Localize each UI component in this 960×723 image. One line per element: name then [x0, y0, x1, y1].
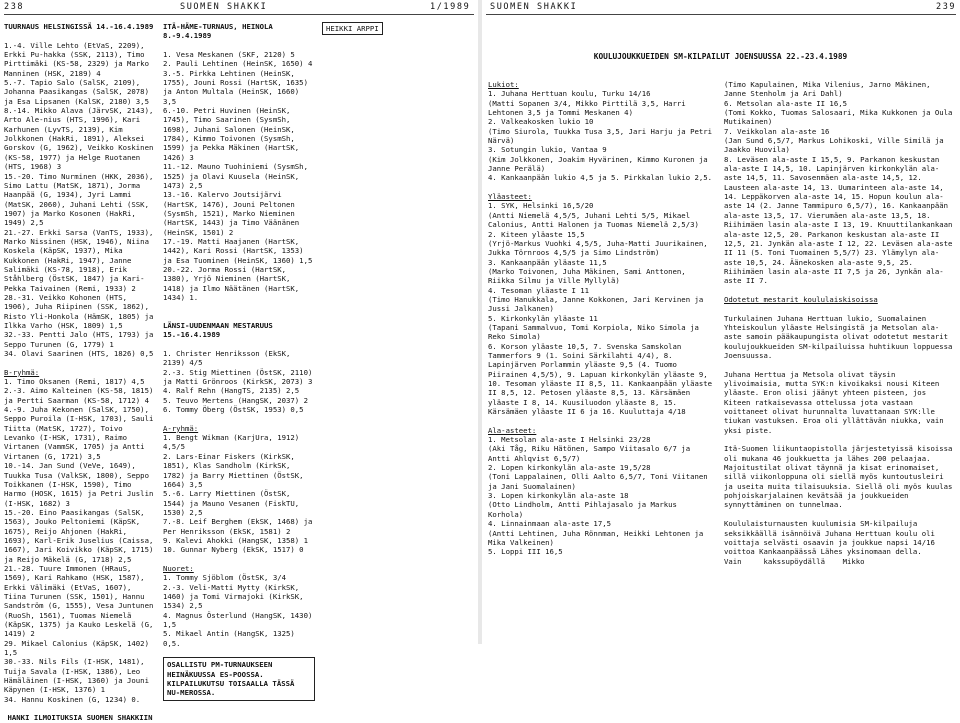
text-paragraph: [724, 304, 954, 313]
text-paragraph: 2. Valkeakosken lukio 10: [488, 117, 594, 127]
text-paragraph: 34. Hannu Koskinen (G, 1234) 0.: [4, 694, 141, 704]
text-paragraph: 1. Bengt Wikman (KarjUra, 1912) 4,5/5: [163, 433, 304, 452]
text-paragraph: 1. Metsolan ala-aste I Helsinki 23/28: [488, 435, 651, 445]
text-paragraph: [163, 312, 315, 321]
text-paragraph: 2. Lopen kirkonkylän ala-aste 19,5/28: [488, 463, 651, 473]
text-paragraph: 5. Mikael Antin (HangSK, 1325) 0,5.: [163, 629, 300, 648]
column-2: [163, 22, 315, 701]
text-paragraph: 30.-33. Nils Fils (I-HSK, 1481), Tuija Savala (I-HSK, 1386), Leo Hämäläinen (I-HSK, 1360) ja Jouni Käpynen (I-HSK, 1376) 1: [4, 657, 154, 695]
text-paragraph: 4. Ralf Rehn (HangTS, 2135) 2,5: [163, 386, 300, 396]
text-paragraph: 1. Vesa Meskanen (SKF, 2120) 5: [163, 50, 295, 60]
text-paragraph: [163, 340, 315, 349]
text-paragraph: 29. Mikael Calonius (KäpSK, 1402) 1,5: [4, 638, 154, 658]
text-paragraph: 17.-19. Matti Haajanen (HartSK, 1442), Kari Rossi (HartSK, 1353) ja Esa Tuominen (HeinSK, 1360) 1,5: [163, 236, 313, 265]
text-paragraph: [724, 435, 954, 444]
text-paragraph: [4, 358, 156, 367]
section-name-left: SUOMEN SHAKKI: [180, 2, 268, 12]
text-paragraph: 1. Timo Oksanen (Remi, 1817) 4,5: [4, 377, 145, 387]
text-paragraph: 21.-27. Erkki Sarsa (VanTS, 1933), Marko Nissinen (HSK, 1946), Niina Koskela (KäpSK, 1937), Mika Kukkonen (HakRi, 1947), Janne Salimäki (KS-78, 1918), Erik Ståhlberg (ÖstSK, 1847) ja Kari-Pekka Taivainen (Remi, 1933) 2: [4, 227, 158, 293]
left-page: [0, 0, 478, 723]
page-number-left: 238: [4, 2, 25, 12]
text-paragraph: 1. Tommy Sjöblom (ÖstSK, 3/4: [163, 573, 287, 583]
column-5: [724, 80, 957, 566]
text-paragraph: 9. Kalevi Ahokki (HangSK, 1358) 1: [163, 535, 308, 545]
text-paragraph: 7.-8. Leif Berghem (EkSK, 1468) ja Per Henriksson (EkSK, 1581) 2: [163, 517, 317, 536]
text-paragraph: ITÄ-HÄME-TURNAUS, HEINOLA 8.-9.4.1989: [163, 22, 278, 41]
text-paragraph: Lukiot:: [488, 80, 519, 89]
text-paragraph: Koululaisturnausten kuulumisia SM-kilpailuja seksikkäällä isännöivä Juhana Herttuan koulu oli voittaja selvästi osaavin ja joukkue napsi 14/16 voittoa Kankaanpäässä Lähes yksinomaan della. Vain kakssupöydällä Mikko: [724, 519, 940, 566]
text-paragraph: 5.-6. Larry Miettinen (ÖstSK, 1544) ja Mauno Vesanen (FiskTU, 1530) 2,5: [163, 489, 304, 517]
text-paragraph: Juhana Herttua ja Metsola olivat täysin ylivoimaisia, mutta SYK:n kivoikaksi nousi Kiteen yläaste. Eron olisi jäänyt yhteen pisteen, jos Kiteen ratkaisevassa ottelussa jota vastaan voittaneet olivat hurunnalta luvattanaan SYK:lle tiukan vastuksen. Eroa oli yllättävän niukka, vain yksi piste.: [724, 369, 949, 435]
text-paragraph: 4. Kankaanpään lukio 4,5 ja 5. Pirkkalan lukio 2,5.: [488, 173, 713, 183]
text-paragraph: (Tomi Kokko, Tuomas Salosaari, Mika Kukkonen ja Oula Mutikainen): [724, 108, 957, 127]
text-paragraph: LÄNSI-UUDENMAAN MESTARUUS 15.-16.4.1989: [163, 321, 278, 340]
text-paragraph: 3. Sotungin lukio, Vantaa 9: [488, 145, 607, 155]
text-paragraph: 4. Magnus Österlund (HangSK, 1430) 1,5: [163, 610, 317, 629]
text-paragraph: 3. Lopen kirkonkylän ala-aste 18: [488, 491, 629, 501]
text-paragraph: (Marko Toivonen, Juha Mäkinen, Sami Anttonen, Riikka Silmu ja Ville Myllylä): [488, 266, 691, 286]
text-paragraph: [4, 704, 156, 713]
text-paragraph: 3. Kankaanpään yläaste 11,5: [488, 257, 607, 267]
article-title: KOULUJOUKKUEIDEN SM-KILPAILUT JOENSUUSSA 22.-23.4.1989: [593, 52, 848, 61]
text-paragraph: 5. Teuvo Mertens (HangSK, 2037) 2: [163, 395, 308, 405]
text-paragraph: HANKI ILMOITUKSIA SUOMEN SHAKKIIN: [7, 713, 153, 723]
text-paragraph: [488, 183, 716, 192]
text-paragraph: 2. Pauli Lehtinen (HeinSK, 1650) 4: [163, 59, 313, 69]
text-paragraph: 5.-7. Tapio Salo (SalSK, 2109), Johanna Paasikangas (SalSK, 2078) ja Esa Lipsanen (KalSK, 2180) 3,5: [4, 78, 154, 106]
text-paragraph: Turkulainen Juhana Herttuan lukio, Suomalainen Yhteiskoulun yläaste Helsingistä ja Metsolan ala-aste samoin pääkaupungista olivat odotetut mestarit koulujoukkueiden SM-kilpailuissa huhtikuun loppuessa Joensuussa.: [724, 313, 957, 360]
issue-number: 1/1989: [430, 2, 471, 12]
text-paragraph: 20.-22. Jorma Rossi (HartSK, 1380), Yrjö Nieminen (HartSK, 1418) ja Ilmo Näätänen (HartSK, 1434) 1.: [163, 264, 304, 302]
text-paragraph: [724, 510, 954, 519]
text-paragraph: 10.-14. Jan Sund (VeVe, 1649), Tuukka Tusa (ValkSK, 1800), Seppo Toikkanen (I-HSK, 1590), Timo Harmo (HOSK, 1615) ja Petri Juslin (I-HSK, 1682) 3: [4, 461, 158, 508]
text-paragraph: [724, 360, 954, 369]
text-paragraph: 1.-4. Ville Lehto (EtVaS, 2209), Erkki Pu-hakka (SSK, 2113), Timo Pirttimäki (KS-58, 2329) ja Marko Manninen (HSK, 2189) 4: [4, 40, 154, 78]
text-paragraph: OSALLISTU PM-TURNAUKSEEN HEINÄKUUSSA ES-POOSSA. KILPAILUKUTSU TOISAALLA TÄSSÄ NU-MEROSSA.: [163, 657, 315, 700]
left-page-header: [4, 0, 474, 15]
text-paragraph: Yläasteet:: [488, 192, 532, 202]
text-paragraph: 3.-5. Pirkka Lehtinen (HeinSK, 1755), Jouni Rossi (HartSK, 1635) ja Anton Multala (HeinSK, 1660) 3,5: [163, 68, 313, 106]
text-paragraph: HEIKKI ARPPI: [322, 22, 383, 35]
text-paragraph: 2.-3. Veli-Matti Mytty (KirkSK, 1460) ja Tomi Virmajoki (KirkSK, 1534) 2,5: [163, 582, 308, 611]
text-paragraph: 2. Kiteen yläaste 15,5: [488, 229, 585, 239]
text-paragraph: 2.-3. Stig Miettinen (ÖstSK, 2110) ja Matti Grönroos (KirkSK, 2073) 3: [163, 367, 317, 387]
text-paragraph: 4. Tesoman yläaste I 11: [488, 285, 590, 295]
text-paragraph: Ala-asteet:: [488, 425, 537, 435]
text-paragraph: 1. SYK, Helsinki 16,5/20: [488, 201, 594, 211]
text-paragraph: (Kim Jolkkonen, Joakim Hyvärinen, Kimmo Kuronen ja Janne Perälä): [488, 154, 713, 174]
text-paragraph: Itä-Suomen liikuntaopistolla järjestetyissä kisoissa oli mukana 46 joukkuetta ja lähes 200 pelaajaa. Majoitustilat olivat täynnä ja kisat erinomaiset, sillä viikonloppuna oli siellä myös kuntoutusleiri ja useita muita tilaisuuksia. Siellä oli myös kuulas pohjoiskarjalainen kevätsää ja joukkueiden synnyttäminen on tunnelmaa.: [724, 444, 957, 510]
text-paragraph: (Timo Siurola, Tuukka Tusa 3,5, Jari Harju ja Petri Närvä): [488, 126, 717, 146]
text-paragraph: 32.-33. Pentti Jalo (HTS, 1793) ja Seppo Turunen (G, 1779) 1: [4, 330, 158, 349]
text-paragraph: 34. Olavi Saarinen (HTS, 1826) 0,5: [4, 349, 154, 359]
text-paragraph: 13.-16. Kalervo Joutsijärvi (HartSK, 1476), Jouni Peltonen (SysmSh, 1521), Marko Nieminen (HartSK, 1443) ja Timo Väänänen (HeinSK, 1501) 2: [163, 190, 304, 237]
text-paragraph: [163, 414, 315, 423]
text-paragraph: TUURNAUS HELSINGISSÄ 14.-16.4.1989: [4, 22, 154, 31]
page-number-right: 239: [936, 2, 957, 12]
text-paragraph: (Matti Sopanen 3/4, Mikko Pirttilä 3,5, Harri Lehtonen 3,5 ja Tommi Meskanen 4): [488, 98, 691, 118]
text-paragraph: 1. Juhana Herttuan koulu, Turku 14/16: [488, 89, 651, 99]
text-paragraph: 6. Metsolan ala-aste II 16,5: [724, 98, 848, 108]
text-paragraph: [163, 648, 315, 657]
text-paragraph: (Tapani Sammalvuo, Tomi Korpiola, Niko Simola ja Reko Simola): [488, 322, 704, 342]
text-paragraph: 8.-14. Mikko Alava (JärvSK, 2143), Arto Ale-nius (HTS, 1996), Kari Karhunen (LyvTS, 2139), Kim Jolkkonen (HakRi, 1891), Aleksei Gorskov (G, 1962), Veikko Koskinen (KS-58, 1977) ja Helge Ruotanen (HTS, 1968) 3: [4, 106, 158, 172]
text-paragraph: [4, 31, 156, 40]
text-paragraph: 7. Veikkolan ala-aste 16: [724, 126, 830, 136]
text-paragraph: A-ryhmä:: [163, 423, 199, 433]
text-paragraph: 2.-3. Aimo Kalteinen (KS-58, 1815) ja Pertti Saarman (KS-58, 1712) 4: [4, 386, 158, 405]
text-paragraph: [488, 416, 716, 425]
text-paragraph: (Antti Lehtinen, Juha Rönnman, Heikki Lehtonen ja Mika Valkeinen): [488, 528, 708, 547]
text-paragraph: [163, 555, 315, 564]
text-paragraph: 11.-12. Mauno Tuohiniemi (SysmSh, 1525) ja Olavi Kuusela (HeinSK, 1473) 2,5: [163, 162, 313, 190]
text-paragraph: 5. Loppi III 16,5: [488, 547, 563, 557]
text-paragraph: (Toni Lappalainen, Olli Aalto 6,5/7, Toni Viitanen ja Jani Suomalainen): [488, 472, 713, 491]
column-3: [322, 22, 474, 35]
right-page-header: [486, 0, 956, 15]
text-paragraph: (Jan Sund 6,5/7, Markus Lohikoski, Ville Similä ja Jaakko Huovila): [724, 136, 949, 155]
text-paragraph: 4. Linnainmaan ala-aste 17,5: [488, 519, 612, 529]
text-paragraph: 15.-20. Timo Nurminen (HKK, 2036), Simo Lattu (MatSK, 1871), Jorma Haanpää (G, 1934), Jyri Lammi (MatSK, 2060), Juhani Lehti (SSK, 1907) ja Marko Kosonen (HakRi, 1949) 2,5: [4, 171, 158, 228]
text-paragraph: 5. Kirkonkylän yläaste 11: [488, 313, 598, 323]
text-paragraph: [163, 41, 315, 50]
text-paragraph: (Timo Kapulainen, Mika Vilenius, Jarno Mäkinen, Janne Stenholm ja Ari Dahl): [724, 80, 935, 99]
text-paragraph: (Aki Tåg, Riku Hätönen, Sampo Viitasalo 6/7 ja Antti Ahlqvist 6,5/7): [488, 444, 695, 463]
text-paragraph: Odotetut mestarit koululaiskisoissa: [724, 294, 878, 304]
text-paragraph: 2. Lars-Einar Fiskers (KirkSK, 1851), Klas Sandholm (KirkSK, 1782) ja Barry Miettinen (ÖstSK, 1664) 3,5: [163, 451, 308, 489]
column-1: [4, 22, 156, 723]
text-paragraph: 4.-9. Juha Kekonen (SalSK, 1750), Seppo Puroila (I-HSK, 1703), Sauli Tiitta (MatSK, 1727), Toivo Levanko (I-HSK, 1731), Raimo Virtanen (VammSK, 1705) ja Antti Virtanen (G, 1721) 3,5: [4, 405, 158, 461]
text-paragraph: [724, 286, 954, 295]
text-paragraph: 6. Tommy Öberg (ÖstSK, 1953) 0,5: [163, 405, 304, 415]
text-paragraph: B-ryhmä:: [4, 367, 40, 377]
text-paragraph: (Otto Lindholm, Antti Pihlajasalo ja Markus Korhola): [488, 500, 682, 519]
text-paragraph: 21.-28. Tuure Immonen (HRauS, 1569), Kari Rahkamo (HSK, 1587), Erkki Välimäki (EtVaS, 1607), Tiina Turunen (SSK, 1501), Hannu Sandström (G, 1555), Vesa Juntunen (RuoSh, 1561), Tuomas Niemelä (KäpSK, 1375) ja Kauko Leskelä (G, 1419) 2: [4, 563, 158, 639]
right-page: [482, 0, 960, 644]
text-paragraph: 28.-31. Veikko Kohonen (HTS, 1906), Juha Riipinen (SSK, 1862), Risto Yli-Honkola (HämSK, 1805) ja Ilkka Varho (HSK, 1809) 1,5: [4, 292, 158, 330]
text-paragraph: (Yrjö-Markus Vuohki 4,5/5, Juha-Matti Juurikainen, Jukka Törnroos 4,5/5 ja Simo Lindström): [488, 238, 713, 258]
text-paragraph: 1. Christer Henriksson (EkSK, 2139) 4/5: [163, 349, 295, 368]
section-name-right: SUOMEN SHAKKI: [490, 2, 578, 12]
text-paragraph: 10. Gunnar Nyberg (EkSK, 1517) 0: [163, 545, 304, 555]
text-paragraph: [163, 302, 315, 311]
text-paragraph: 8. Leväsen ala-aste I 15,5, 9. Parkanon keskustan ala-aste I 14,5, 10. Lapinjärven kirkonkylän ala-aste 14,5, 11. Savosenmäen ala-aste 14,5, 12. Lausteen ala-aste 14, 13. Uumarinteen ala-aste 14, 14. Leppäkorven ala-aste 14, 15. Hopun koulun ala-aste 14 (2. Janne Tammipuro 6,5/7), 16. Kankaanpään ala-aste 13,5, 17. Vierumäen ala-aste 13,5, 18. Riihimäen lasin ala-aste I 13, 19. Knuuttilankankaan ala-aste 12,5, 20. Parkanon keskustan ala-aste II 12,5, 21. Jynkän ala-aste I 12, 22. Leväsen ala-aste II 11 (5. Toni Tuomainen 5,5/7) 23. Ylämylyn ala-aste 10,5, 24. Äänekosken ala-aste 9,5, 25. Riihimäen lasin ala-aste II 7,5 ja 26, Jynkän ala-aste II 7.: [724, 154, 957, 286]
text-paragraph: Nuoret:: [163, 563, 194, 573]
text-paragraph: (Timo Hanukkala, Janne Kokkonen, Jari Kervinen ja Jussi Jalkanen): [488, 294, 708, 314]
text-paragraph: 6.-10. Petri Huvinen (HeinSK, 1745), Timo Saarinen (SysmSh, 1698), Juhani Salonen (HeinSK, 1784), Kimmo Toivonen (SysmSh, 1599) ja Pekka Mäkinen (HartSK, 1426) 3: [163, 106, 304, 162]
column-4: [488, 80, 716, 557]
text-paragraph: 15.-20. Eino Paasikangas (SalSK, 1563), Jouko Peltoniemi (KäpSK, 1675), Reijo Ahjonen (HakRi, 1693), Karl-Erik Juselius (Caissa, 1667), Jari Koivikko (KäpSK, 1715) ja Reijo Mäkelä (G, 1718) 2,5: [4, 507, 158, 564]
text-paragraph: 6. Korson yläaste 10,5, 7. Svenska Samskolan Tammerfors 9 (1. Soini Särkilahti 4/4), 8. Lapinjärven Porlammin yläaste 9,5 (4. Tuomo Piirainen 4,5/5), 9. Lapuan kirkonkylän yläaste 9, 10. Tesoman yläaste II 8,5, 11. Kankaanpään yläaste II 8,5, 12. Petosen yläaste 8,5, 13. Kärsämäen yläaste I 8, 14. Kuusiluodon yläaste 8, 15. Kärsämäen yläaste II 6 ja 16. Kuuluttaja 4/18: [488, 341, 717, 417]
text-paragraph: (Antti Niemelä 4,5/5, Juhani Lehti 5/5, Mikael Calonius, Antti Halonen ja Tuomas Niemelä 2,5/3): [488, 210, 699, 230]
